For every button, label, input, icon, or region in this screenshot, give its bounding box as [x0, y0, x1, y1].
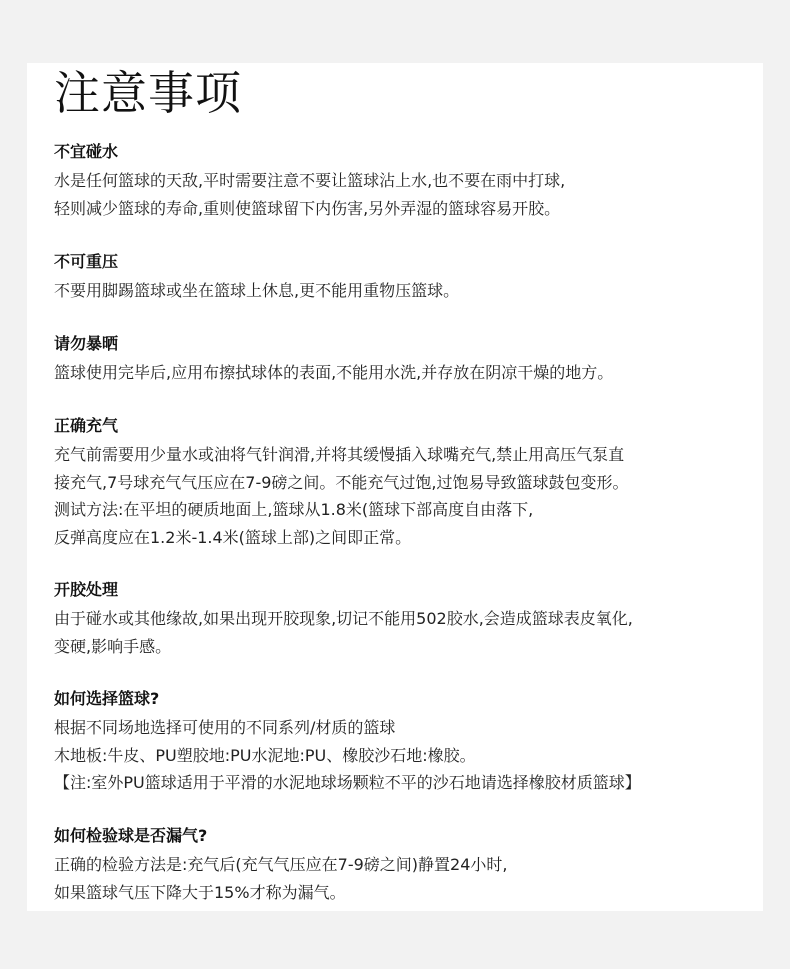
section-text-line: 反弹高度应在1.2米-1.4米(篮球上部)之间即正常。 [54, 527, 412, 547]
section-heading: 如何选择篮球? [54, 689, 160, 708]
section-no-water [54, 140, 754, 222]
section-text-line: 如果篮球气压下降大于15%才称为漏气。 [54, 882, 346, 902]
section-text-line: 水是任何篮球的天敌,平时需要注意不要让篮球沾上水,也不要在雨中打球, [54, 171, 566, 190]
section-no-sun-exposure [54, 332, 754, 387]
section-text-line: 【注:室外PU篮球适用于平滑的水泥地球场颗粒不平的沙石地请选择橡胶材质篮球】 [54, 773, 641, 792]
section-text-line: 根据不同场地选择可使用的不同系列/材质的篮球 [54, 718, 396, 737]
section-heading: 开胶处理 [54, 580, 119, 599]
section-text-line: 轻则减少篮球的寿命,重则使篮球留下内伤害,另外弄湿的篮球容易开胶。 [54, 198, 561, 218]
section-heading: 不可重压 [54, 252, 119, 271]
section-text-line: 测试方法:在平坦的硬质地面上,篮球从1.8米(篮球下部高度自由落下, [54, 500, 534, 519]
section-no-heavy-pressure [54, 250, 754, 305]
page-title: 注意事项 [54, 66, 242, 120]
section-choose-basketball [54, 687, 754, 797]
section-text-line: 接充气,7号球充气气压应在7-9磅之间。不能充气过饱,过饱易导致篮球鼓包变形。 [54, 472, 629, 492]
section-text-line: 木地板:牛皮、PU塑胶地:PU水泥地:PU、橡胶沙石地:橡胶。 [54, 745, 476, 765]
section-inflation [54, 414, 754, 551]
section-text-line: 篮球使用完毕后,应用布擦拭球体的表面,不能用水洗,并存放在阴凉干燥的地方。 [54, 363, 614, 382]
section-glue-repair [54, 578, 754, 660]
section-text-line: 不要用脚踢篮球或坐在篮球上休息,更不能用重物压篮球。 [54, 281, 460, 300]
section-text-line: 由于碰水或其他缘故,如果出现开胶现象,切记不能用502胶水,会造成篮球表皮氧化, [54, 609, 633, 628]
section-heading: 不宜碰水 [54, 142, 119, 161]
section-heading: 请勿暴晒 [54, 334, 119, 353]
section-heading: 正确充气 [54, 416, 119, 435]
section-heading: 如何检验球是否漏气? [54, 826, 208, 845]
section-text-line: 正确的检验方法是:充气后(充气气压应在7-9磅之间)静置24小时, [54, 855, 508, 874]
notice-card [27, 63, 763, 911]
section-text-line: 变硬,影响手感。 [54, 636, 172, 656]
section-text-line: 充气前需要用少量水或油将气针润滑,并将其缓慢插入球嘴充气,禁止用高压气泵直 [54, 445, 625, 464]
section-leak-check [54, 824, 754, 906]
